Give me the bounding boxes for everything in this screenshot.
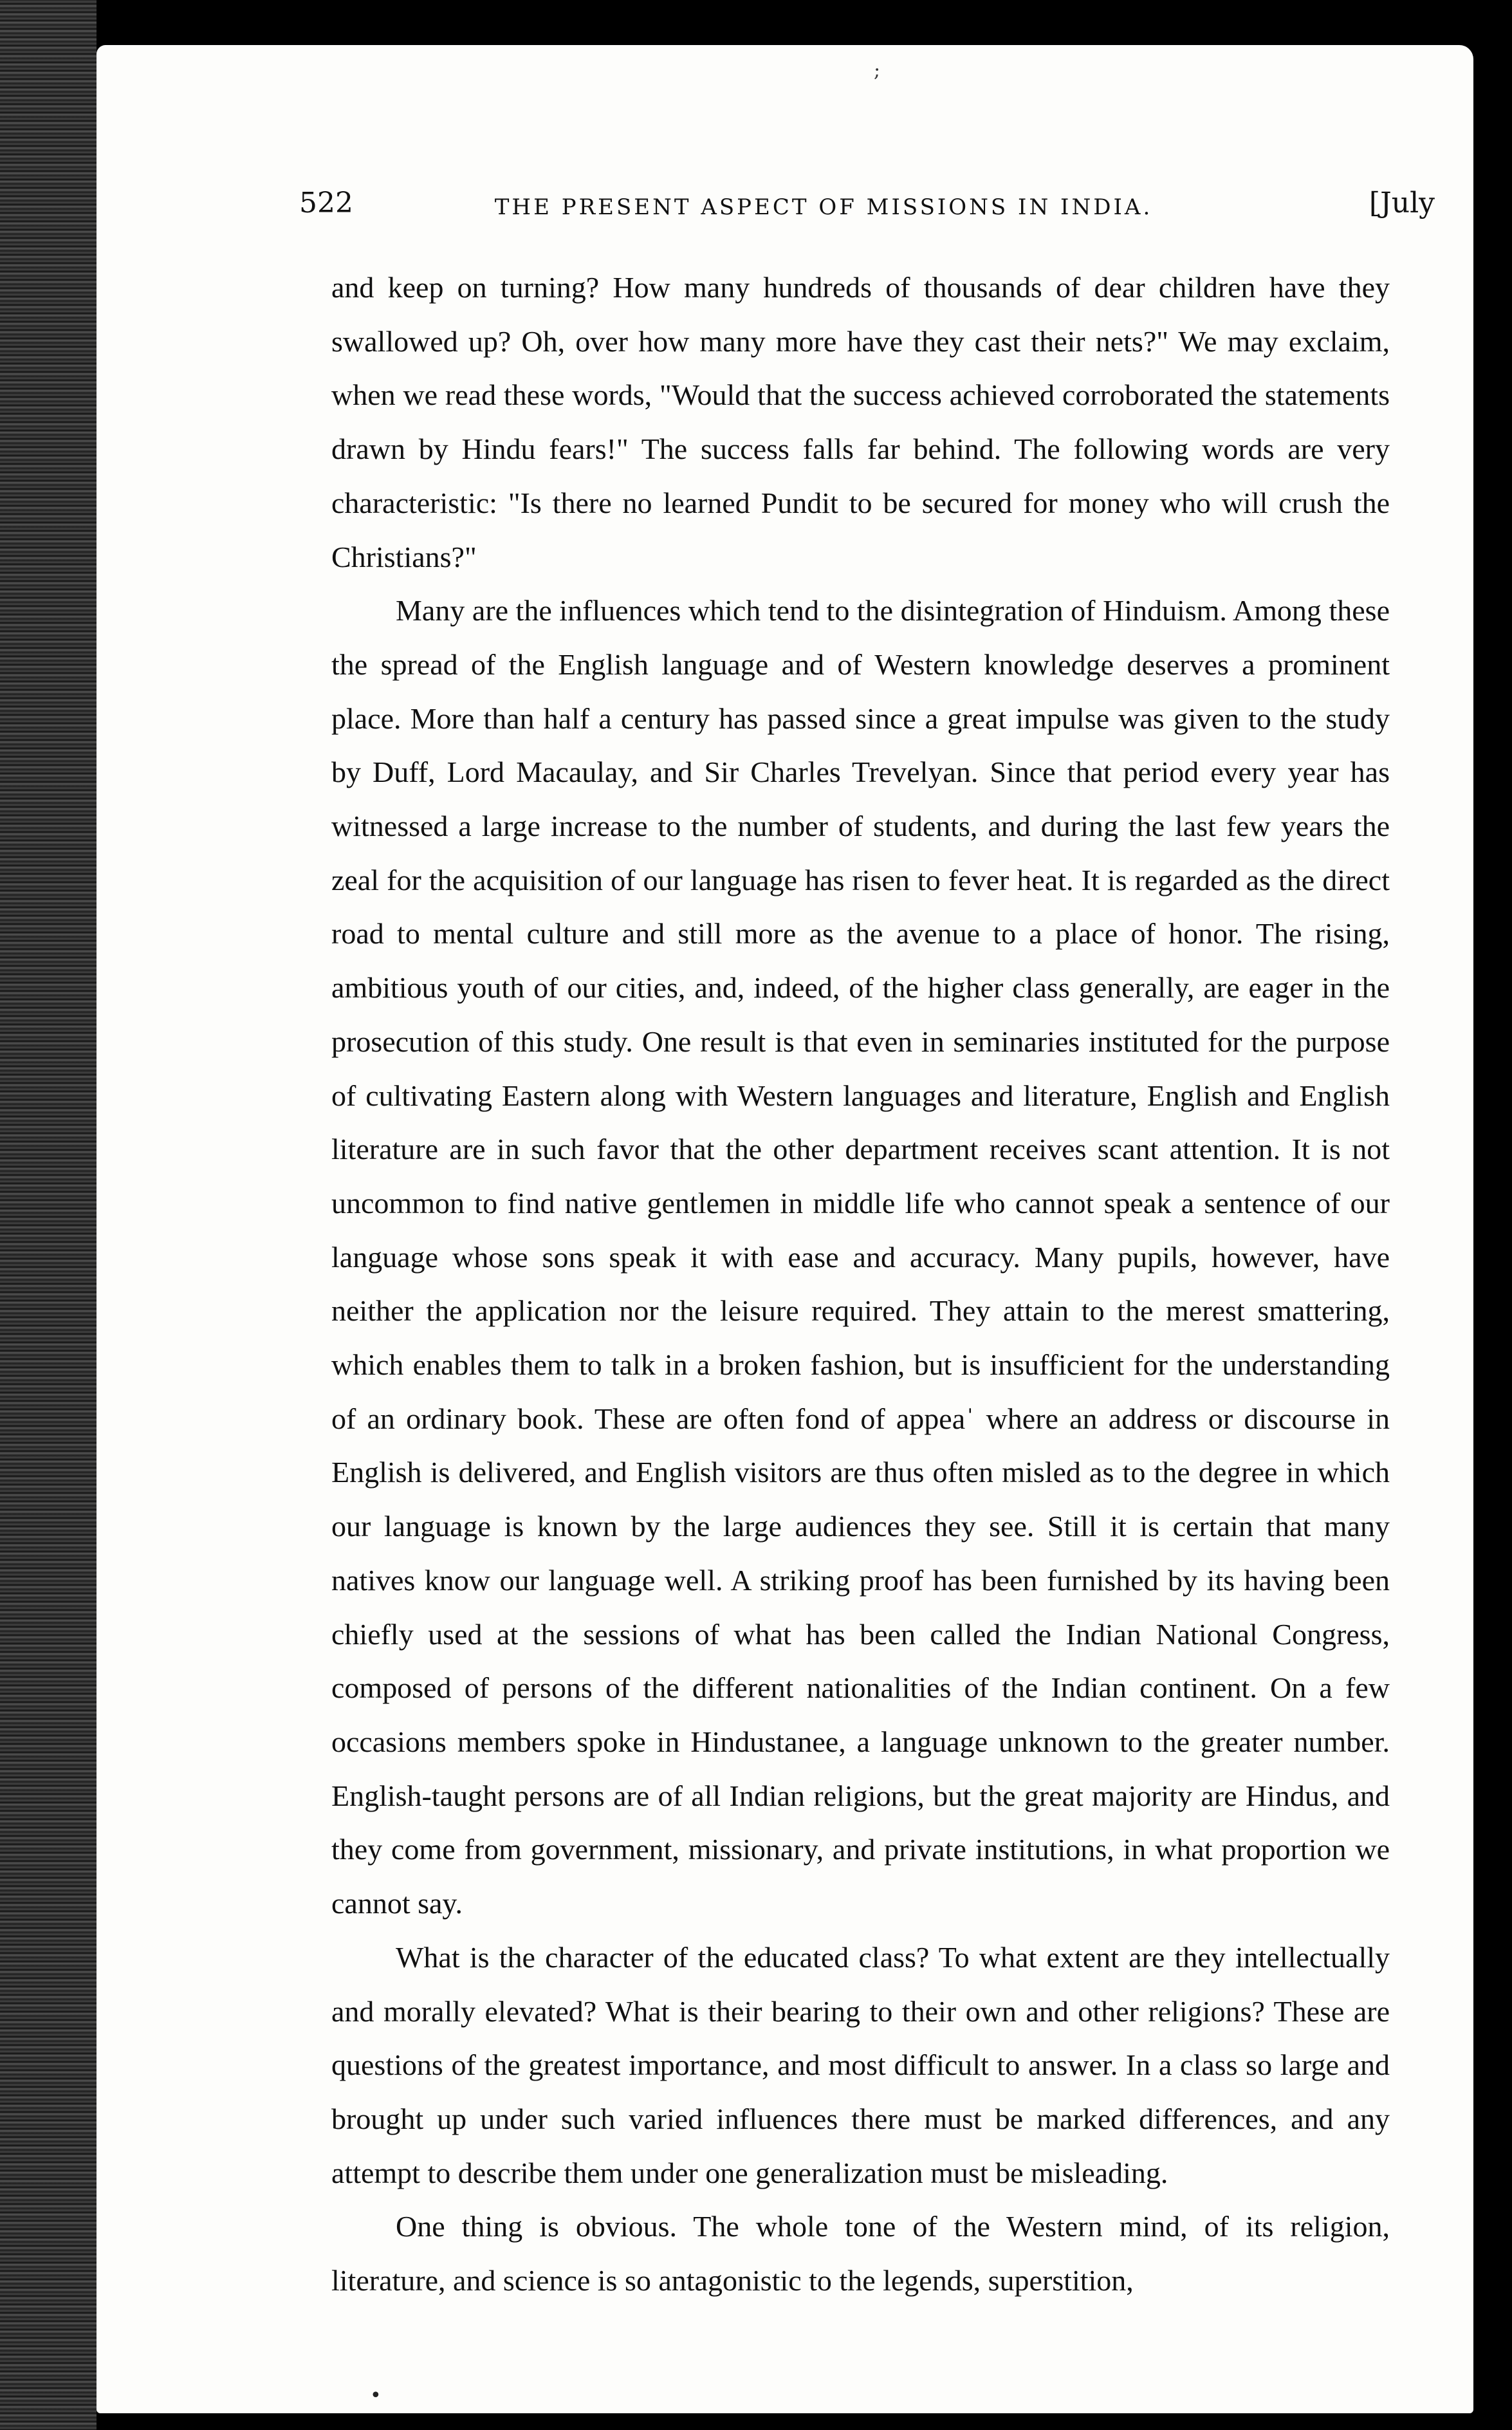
paragraph-educated-class: What is the character of the educated class? To what extent are they intellectually and morally elevated? What is their bearing to their own and other religions? These are questions of the greatest importance, and most difficult to answer. In a class so large and brought up under such varied influences there must be marked differences, and any attempt to describe them under one generalization must be misleading. <box>331 1940 1390 2189</box>
paragraph-western-mind: One thing is obvious. The whole tone of the Western mind, of its religion, literature, and science is so antagonistic to the legends, superstition, <box>331 2210 1390 2297</box>
scan-artifact-mark: ; <box>874 59 881 82</box>
scan-artifact-dot: • <box>370 2384 382 2407</box>
running-title: THE PRESENT ASPECT OF MISSIONS IN INDIA. <box>494 194 1153 220</box>
page-header <box>206 187 1441 238</box>
paragraph-english-influence: Many are the influences which tend to the disintegration of Hinduism. Among these the spread of the English language and of Western knowledge deserves a prominent place. More than half a century has passed since a great impulse was given to the study by Duff, Lord Macaulay, and Sir Charles Trevelyan. Since that period every year has witnessed a large increase to the number of students, and during the last few years the zeal for the acquisition of our language has risen to fever heat. It is regarded as the direct road to mental culture and still more as the avenue to a place of honor. The rising, ambitious youth of our cities, and, indeed, of the higher class generally, are eager in the prosecution of this study. One result is that even in seminaries instituted for the purpose of cultivating Eastern along with Western languages and literature, English and English literature are in such favor that the other department receives scant attention. It is not uncommon to find native gentlemen in middle life who cannot speak a sentence of our language whose sons speak it with ease and accuracy. Many pupils, however, have neither the application nor the leisure required. They attain to the merest smattering, which enables them to talk in a broken fashion, but is insufficient for the understanding of an ordinary book. These are often fond of appeaˈ where an address or discourse in English is delivered, and English visitors are thus often misled as to the degree in which our language is known by the large audiences they see. Still it is certain that many natives know our language well. A striking proof has been furnished by its having been chiefly used at the sessions of what has been called the Indian National Congress, composed of persons of the different nationalities of the Indian continent. On a few occasions members spoke in Hindustanee, a language unknown to the greater number. English-taught persons are of all Indian religions, but the great majority are Hindus, and they come from government, missionary, and private institutions, in what proportion we cannot say. <box>331 594 1390 1920</box>
page-number: 522 <box>299 187 353 219</box>
book-spine-edge <box>0 0 97 2430</box>
paragraph-continued: and keep on turning? How many hundreds of thousands of dear children have they swallowed up? Oh, over how many more have they cast their nets?" We may exclaim, when we read these words, "Would that the success achieved corroborated the statements drawn by Hindu fears!" The success falls far behind. The following words are very characteristic: "Is there no learned Pundit to be secured for money who will crush the Christians?" <box>331 271 1390 573</box>
body-text <box>331 261 1390 2308</box>
issue-month: [July <box>1369 187 1435 219</box>
